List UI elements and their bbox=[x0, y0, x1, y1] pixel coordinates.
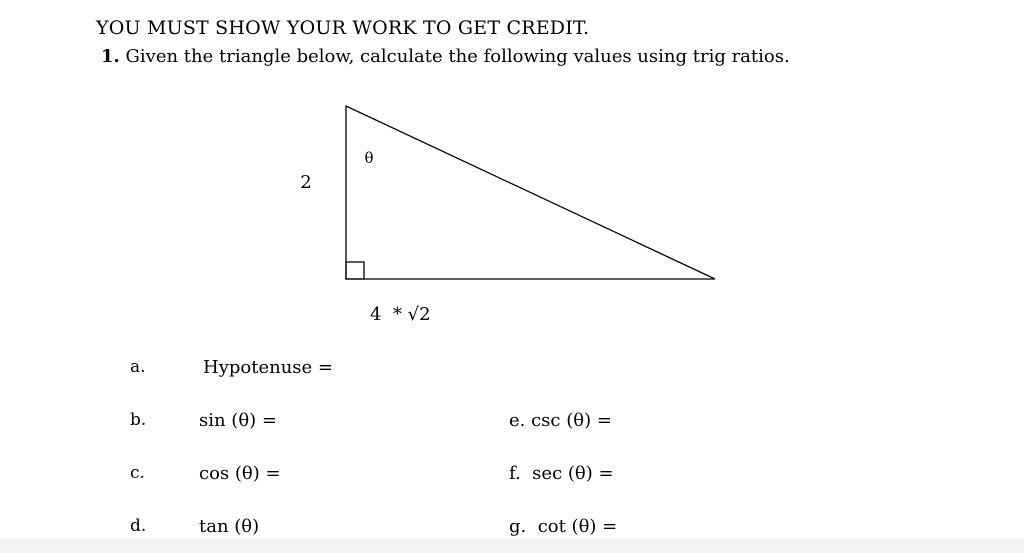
item-d-letter: d. bbox=[130, 516, 147, 536]
angle-theta-label: θ bbox=[364, 149, 374, 167]
instruction-heading: YOU MUST SHOW YOUR WORK TO GET CREDIT. bbox=[96, 17, 590, 39]
right-triangle bbox=[346, 106, 715, 279]
item-e-text: e. csc (θ) = bbox=[509, 410, 612, 431]
right-angle-marker bbox=[346, 262, 364, 279]
vertical-side-label: 2 bbox=[300, 172, 312, 193]
item-c-text: cos (θ) = bbox=[199, 463, 281, 484]
item-b-letter: b. bbox=[130, 410, 147, 430]
question-number: 1. bbox=[101, 46, 120, 67]
item-g-text: g. cot (θ) = bbox=[509, 516, 618, 537]
horizontal-side-label: 4 * √2 bbox=[370, 304, 431, 325]
item-b-text: sin (θ) = bbox=[199, 410, 277, 431]
item-a-text: Hypotenuse = bbox=[203, 357, 333, 378]
item-d-text: tan (θ) bbox=[199, 516, 260, 537]
item-c-letter: c. bbox=[130, 463, 145, 483]
question-text: Given the triangle below, calculate the following values using trig ratios. bbox=[125, 46, 790, 67]
item-a-letter: a. bbox=[130, 357, 146, 377]
bottom-edge-band bbox=[0, 538, 1024, 553]
item-f-text: f. sec (θ) = bbox=[509, 463, 614, 484]
